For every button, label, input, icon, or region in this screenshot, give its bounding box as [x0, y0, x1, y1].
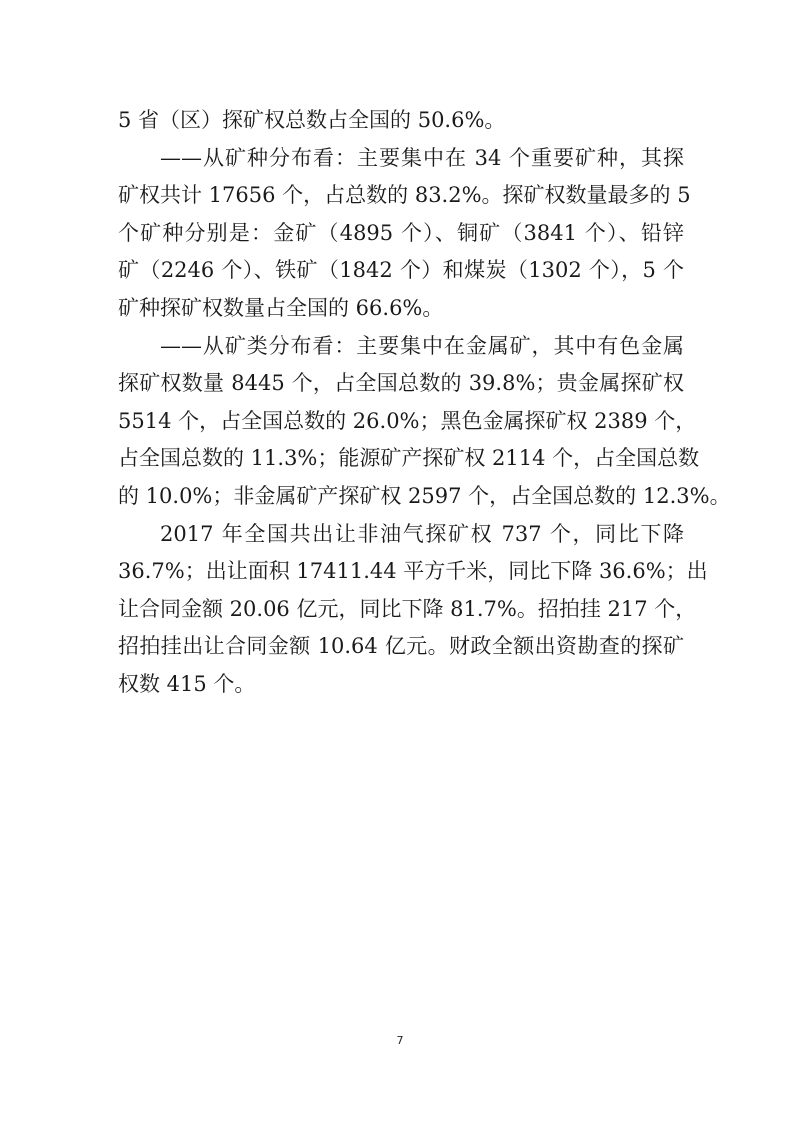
text-line: 36.7%；出让面积 17411.44 平方千米，同比下降 36.6%；出	[118, 559, 708, 584]
text-line: 5 省（区）探矿权总数占全国的 50.6%。	[118, 108, 506, 132]
text-line: 5514 个，占全国总数的 26.0%；黑色金属探矿权 2389 个，	[118, 408, 697, 433]
text-line: 占全国总数的 11.3%；能源矿产探矿权 2114 个，占全国总数	[118, 446, 700, 471]
text-line: 的 10.0%；非金属矿产探矿权 2597 个，占全国总数的 12.3%。	[118, 483, 731, 508]
text-line: 招拍挂出让合同金额 10.64 亿元。财政全额出资勘查的探矿	[118, 634, 684, 659]
text-line: 矿种探矿权数量占全国的 66.6%。	[118, 295, 444, 320]
text-line: 矿权共计 17656 个，占总数的 83.2%。探矿权数量最多的 5	[118, 183, 691, 208]
text-line: 个矿种分别是：金矿（4895 个）、铜矿（3841 个）、铅锌	[118, 220, 684, 245]
text-line: 探矿权数量 8445 个，占全国总数的 39.8%；贵金属探矿权	[118, 371, 684, 396]
text-line: 让合同金额 20.06 亿元，同比下降 81.7%。招拍挂 217 个，	[118, 596, 697, 621]
text-line: ——从矿类分布看：主要集中在金属矿，其中有色金属	[160, 333, 684, 358]
text-line: 矿（2246 个）、铁矿（1842 个）和煤炭（1302 个），5 个	[118, 258, 684, 283]
text-line: 2017 年全国共出让非油气探矿权 737 个，同比下降	[160, 521, 684, 546]
page-number: 7	[396, 1034, 404, 1047]
body-text	[118, 102, 731, 704]
text-line: ——从矿种分布看：主要集中在 34 个重要矿种，其探	[160, 145, 684, 170]
text-line: 权数 415 个。	[118, 671, 256, 696]
